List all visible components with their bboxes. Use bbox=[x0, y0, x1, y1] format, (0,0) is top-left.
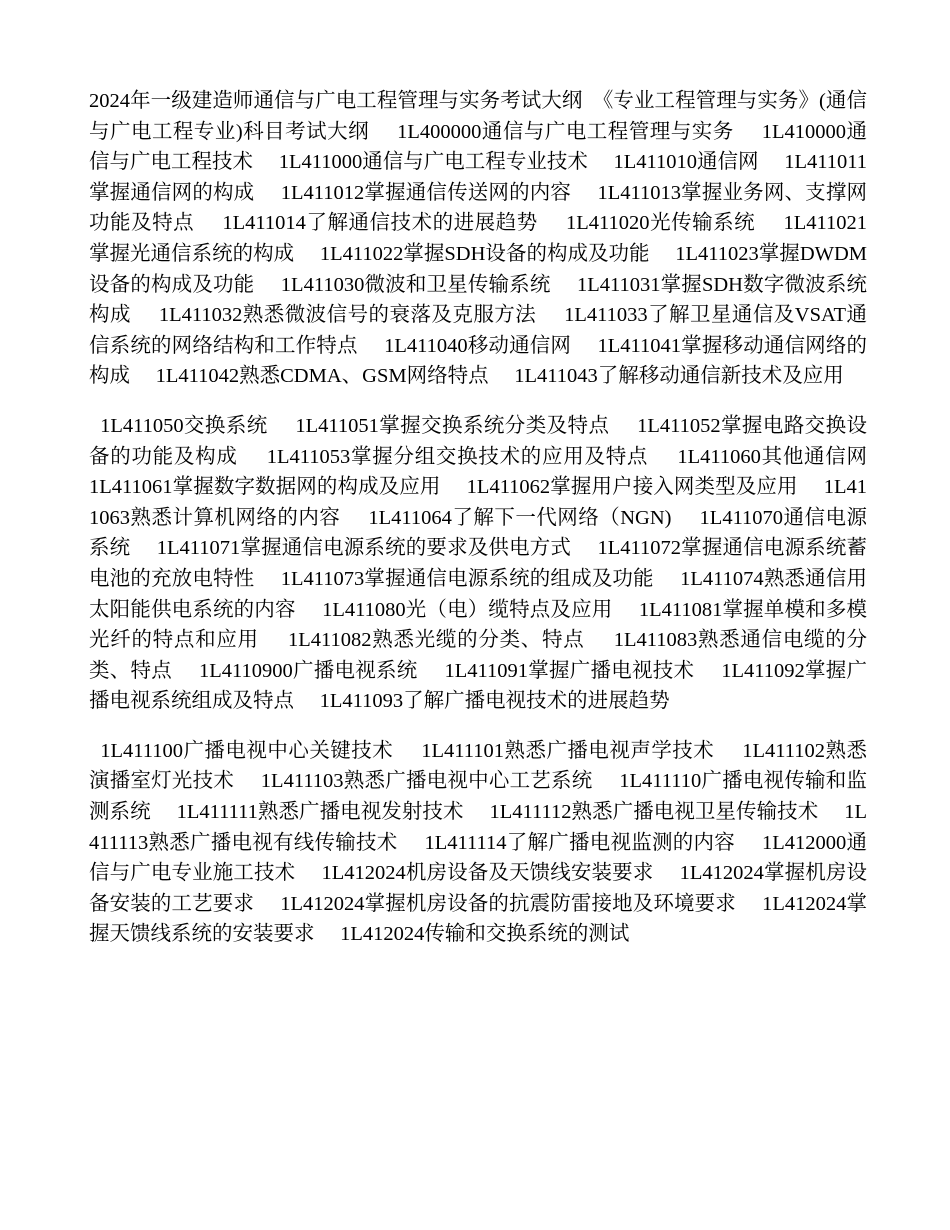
document-page bbox=[89, 86, 893, 950]
paragraph-3: 1L411100广播电视中心关键技术 1L411101熟悉广播电视声学技术 1L411102熟悉演播室灯光技术 1L411103熟悉广播电视中心工艺系统 1L411110广播电视传输和监测系统 1L411111熟悉广播电视发射技术 1L411112熟悉广播电视卫星传输技术 1L411113熟悉广播电视有线传输技术 1L411114了解广播电视监测的内容 1L412000通信与广电专业施工技术 1L412024机房设备及天馈线安装要求 1L412024掌握机房设备安装的工艺要求 1L412024掌握机房设备的抗震防雷接地及环境要求 1L412024掌握天馈线系统的安装要求 1L412024传输和交换系统的测试 bbox=[89, 739, 867, 946]
paragraph-1: 2024年一级建造师通信与广电工程管理与实务考试大纲 《专业工程管理与实务》(通信与广电工程专业)科目考试大纲 1L400000通信与广电工程管理与实务 1L410000通信与广电工程技术 1L411000通信与广电工程专业技术 1L411010通信网 1L411011掌握通信网的构成 1L411012掌握通信传送网的内容 1L411013掌握业务网、支撑网功能及特点 1L411014了解通信技术的进展趋势 1L411020光传输系统 1L411021掌握光通信系统的构成 1L411022掌握SDH设备的构成及功能 1L411023掌握DWDM设备的构成及功能 1L411030微波和卫星传输系统 1L411031掌握SDH数字微波系统构成 1L411032熟悉微波信号的衰落及克服方法 1L411033了解卫星通信及VSAT通信系统的网络结构和工作特点 1L411040移动通信网 1L411041掌握移动通信网络的构成 1L411042熟悉CDMA、GSM网络特点 1L411043了解移动通信新技术及应用 bbox=[89, 90, 867, 388]
paragraph-2: 1L411050交换系统 1L411051掌握交换系统分类及特点 1L411052掌握电路交换设备的功能及构成 1L411053掌握分组交换技术的应用及特点 1L411060其他通信网 1L411061掌握数字数据网的构成及应用 1L411062掌握用户接入网类型及应用 1L411063熟悉计算机网络的内容 1L411064了解下一代网络（NGN) 1L411070通信电源系统 1L411071掌握通信电源系统的要求及供电方式 1L411072掌握通信电源系统蓄电池的充放电特性 1L411073掌握通信电源系统的组成及功能 1L411074熟悉通信用太阳能供电系统的内容 1L411080光（电）缆特点及应用 1L411081掌握单模和多模光纤的特点和应用 1L411082熟悉光缆的分类、特点 1L411083熟悉通信电缆的分类、特点 1L4110900广播电视系统 1L411091掌握广播电视技术 1L411092掌握广播电视系统组成及特点 1L411093了解广播电视技术的进展趋势 bbox=[89, 414, 893, 713]
